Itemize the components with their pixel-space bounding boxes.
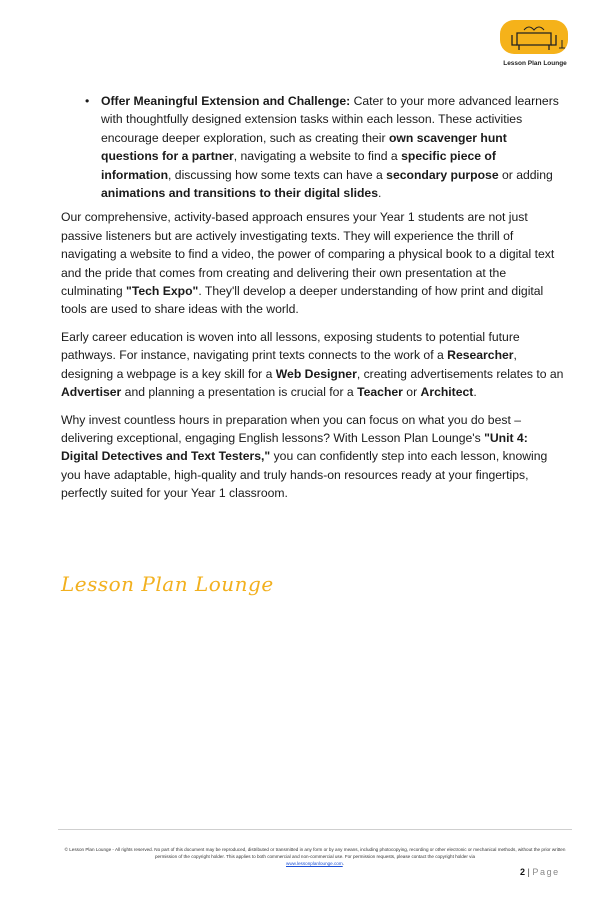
closing-paragraph: Why invest countless hours in preparation when you can focus on what you do best – delivering exceptional, engaging English lessons? With Lesson Plan Lounge's "Unit 4: Digital Detectives and Text Testers," you can confidently step into each lesson, knowing you have adaptable, high-quality and truly hands-on resources ready at your fingertips, perfectly suited for your Year 1 classroom. [61,412,548,501]
logo-caption: Lesson Plan Lounge [503,60,567,67]
website-link[interactable]: www.lessonplanlounge.com [286,861,343,867]
signature: Lesson Plan Lounge [61,572,274,596]
list-item: • Offer Meaningful Extension and Challenge: Cater to your more advanced learners with thoughtfully designed extension tasks within each lesson. These activities encourage deeper exploration, such as creating their own scavenger hunt questions for a partner, navigating a website to find a specific piece of information, discussing how some texts can have a secondary purpose or adding animations and transitions to their digital slides. [85,94,559,201]
career-paragraph: Early career education is woven into all lessons, exposing students to potential future pathways. For instance, navigating print texts connects to the work of a Researcher, designing a webpage is a key skill for a Web Designer, creating advertisements relates to an Advertiser and planning a presentation is crucial for a Teacher or Architect. [61,329,564,400]
approach-paragraph: Our comprehensive, activity-based approach ensures your Year 1 students are not just passive listeners but are actively investigating texts. They will experience the thrill of navigating a website to find a video, the power of comparing a physical book to a digital text and the pride that comes from creating and delivering their own presentation at the culminating "Tech Expo". They'll develop a deeper understanding of how print and digital tools are used to share ideas with the world. [61,210,555,317]
bullet-icon: • [85,94,90,108]
bullet-heading: Offer Meaningful Extension and Challenge: [101,94,351,108]
document-body [61,92,567,512]
extension-bullet-list [61,92,567,202]
page-number: 2 | Page [520,867,560,877]
footer-divider [58,829,572,830]
footer-copyright: © Lesson Plan Lounge - All rights reserved. No part of this document may be reproduced, distributed or transmitted in any form or by any means, including photocopying, recording or other electronic or mechanical methods, without the prior written permission of the copyright holder. This applies to both commercial and non-commercial use. For permission requests, please contact the copyright holder via www.lessonplanlounge.com. [64,847,566,867]
